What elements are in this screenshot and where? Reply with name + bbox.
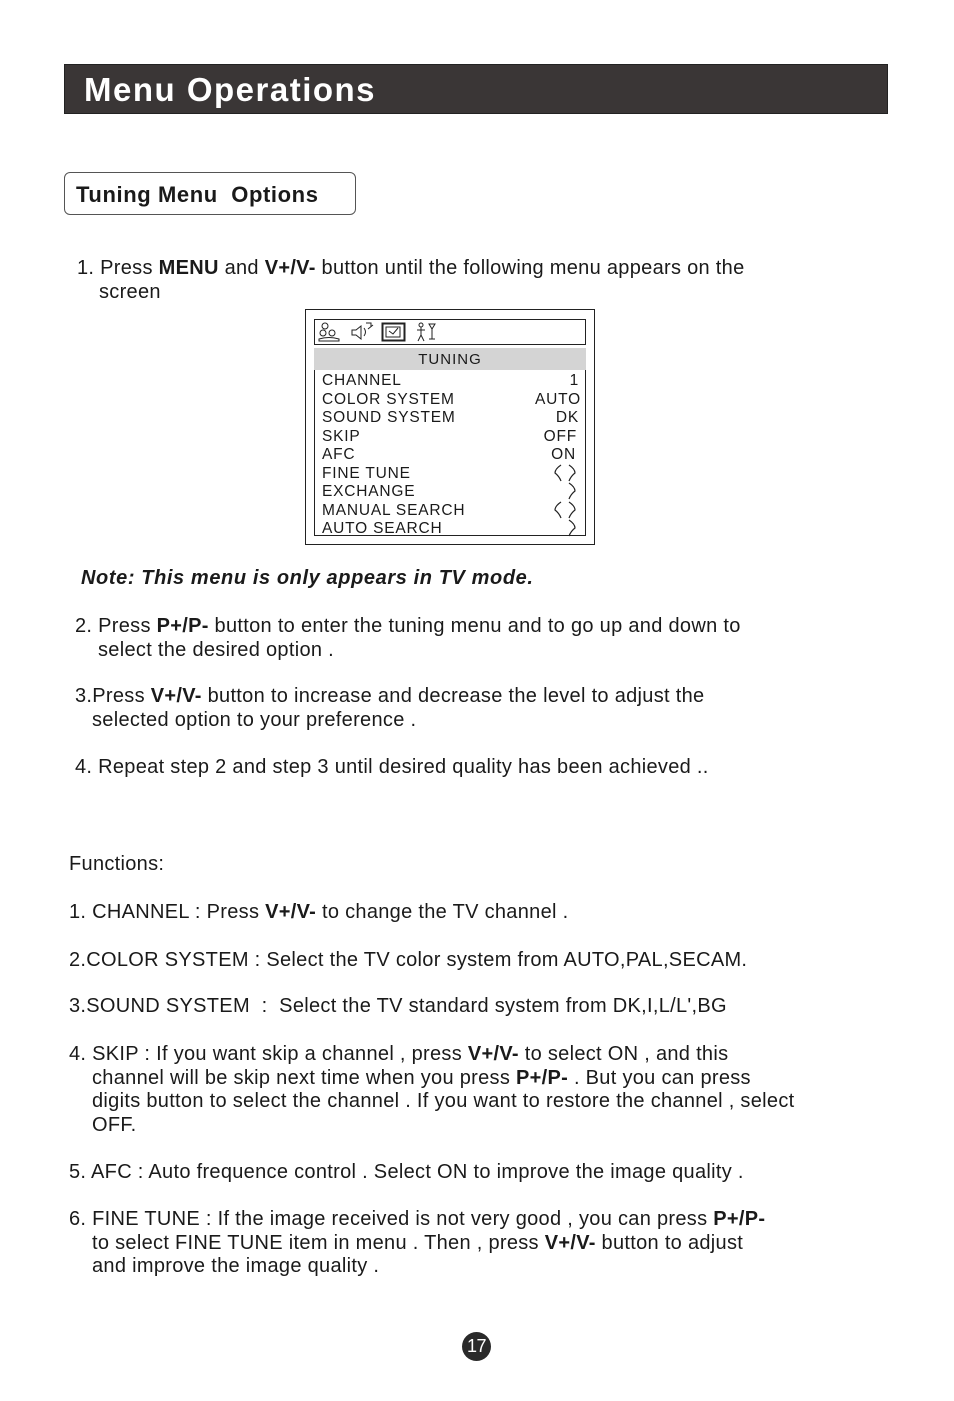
menu-title-band: [314, 348, 586, 370]
menu-title: TUNING: [418, 351, 482, 368]
functions-heading: Functions:: [69, 853, 165, 875]
menu-item-auto-search: AUTO SEARCH: [322, 520, 579, 538]
menu-item-afc: AFC ON: [322, 446, 576, 463]
section-title: Tuning Menu Options: [76, 182, 319, 207]
left-right-arrows-icon: [553, 500, 579, 520]
tv-tuning-menu: [305, 309, 595, 545]
function-icon: [413, 321, 439, 343]
menu-icon-strip: [314, 319, 586, 345]
section-heading-box: [64, 172, 356, 215]
menu-item-sound-system: SOUND SYSTEM DK: [322, 409, 579, 426]
right-arrow-icon: [565, 481, 579, 501]
step-4: 4. Repeat step 2 and step 3 until desired quality has been achieved ..: [75, 756, 709, 778]
step-2: 2. Press P+/P- button to enter the tuning menu and to go up and down to select the desired option .: [75, 615, 741, 661]
function-fine-tune: 6. FINE TUNE : If the image received is not very good , you can press P+/P- to select FINE TUNE item in menu . Then , press V+/V- button to adjust and improve the image quality .: [69, 1208, 766, 1277]
header-bar: [64, 64, 888, 114]
menu-item-channel: CHANNEL 1: [322, 372, 579, 389]
tv-mode-note: Note: This menu is only appears in TV mode.: [81, 567, 534, 589]
menu-item-color-system: COLOR SYSTEM AUTO: [322, 390, 581, 408]
tuning-icon: [381, 321, 407, 343]
step-3: 3.Press V+/V- button to increase and decrease the level to adjust the selected option to your preference .: [75, 685, 705, 731]
page-number: 17: [462, 1332, 491, 1361]
page-title: Menu Operations: [84, 71, 377, 108]
left-right-arrows-icon: [553, 463, 579, 483]
function-channel: 1. CHANNEL : Press V+/V- to change the TV channel .: [69, 901, 569, 923]
menu-item-list: [314, 370, 586, 536]
function-skip: 4. SKIP : If you want skip a channel , press V+/V- to select ON , and this channel will be skip next time when you press P+/P- . But you can press digits button to select the channel . If you want to restore the channel , select OFF.: [69, 1043, 795, 1136]
sound-icon: [349, 321, 375, 343]
menu-item-skip: SKIP OFF: [322, 427, 577, 445]
menu-item-exchange: EXCHANGE: [322, 483, 579, 501]
menu-item-fine-tune: FINE TUNE: [322, 465, 579, 483]
right-arrow-icon: [565, 518, 579, 538]
function-sound-system: 3.SOUND SYSTEM : Select the TV standard system from DK,I,L/L',BG: [69, 995, 727, 1017]
menu-item-manual-search: MANUAL SEARCH: [322, 502, 579, 520]
step-1: 1. Press MENU and V+/V- button until the following menu appears on the screen: [77, 257, 745, 303]
function-afc: 5. AFC : Auto frequence control . Select ON to improve the image quality .: [69, 1161, 744, 1183]
picture-icon: [317, 321, 343, 343]
function-color-system: 2.COLOR SYSTEM : Select the TV color system from AUTO,PAL,SECAM.: [69, 949, 748, 971]
